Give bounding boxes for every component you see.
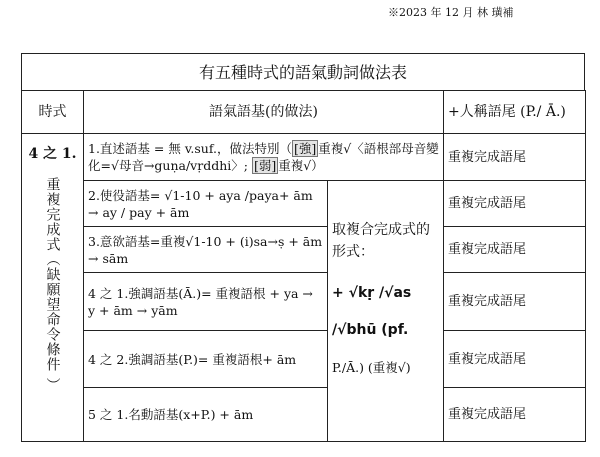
header-base: 語氣語基(的做法) [84,91,444,134]
header-row [22,91,586,134]
tense-cell [22,134,84,442]
row-1-base [84,134,444,181]
row-6-suffix: 重複完成語尾 [444,388,586,442]
row-1-text-b: 重複√〈語根部母音變化=√母音→guṇa/vṛddhi〉; [88,141,439,173]
compound-perfect-intro: 取複合完成式的形式： [332,222,430,260]
strong-bracket: [強] [294,141,317,156]
header-suffix: +人稱語尾 (P./ Ā.) [444,91,586,134]
row-1-text-c: 重複√） [278,158,324,173]
header-tense: 時式 [22,91,84,134]
root-bhu: /√bhū (pf. [332,322,409,338]
table-row [22,388,586,442]
row-2-suffix: 重複完成語尾 [444,181,586,227]
weak-bracket: [弱] [253,158,277,173]
row-3-suffix: 重複完成語尾 [444,227,586,273]
tense-number: 4 之 1. [28,146,77,162]
row-6-base: 5 之 1.名動語基(x+P.) + ām [84,388,328,442]
compound-perfect-cell [328,181,444,442]
table-title: 有五種時式的語氣動詞做法表 [21,53,585,90]
table-row [22,181,586,227]
table-row [22,273,586,331]
row-2-base: 2.使役語基= √1-10 + aya /paya+ ām → ay / pay + ām [84,181,328,227]
row-1-text-a: 1.直述語基 = 無 v.suf.，做法特別（ [88,141,292,156]
tense-vertical-label: 重複完成式（缺願望命令條件 ） [44,177,61,393]
row-1-suffix: 重複完成語尾 [444,134,586,181]
row-5-base: 4 之 2.強調語基(P.)= 重複語根+ ām [84,331,328,388]
author-note: ※2023 年 12 月 林 璜補 [388,6,514,19]
table-row [22,227,586,273]
row-3-base: 3.意欲語基=重複√1-10 + (i)sa→ṣ + ām → sām [84,227,328,273]
row-4-base: 4 之 1.強調語基(Ā.)= 重複語根 + ya → y + ām → yām [84,273,328,331]
conjugation-table [21,90,586,442]
row-5-suffix: 重複完成語尾 [444,331,586,388]
root-kr-as: + √kṛ /√as [332,285,412,301]
pf-note: P./Ā.) (重複√) [332,360,411,375]
table-row [22,331,586,388]
table-row [22,134,586,181]
row-4-suffix: 重複完成語尾 [444,273,586,331]
